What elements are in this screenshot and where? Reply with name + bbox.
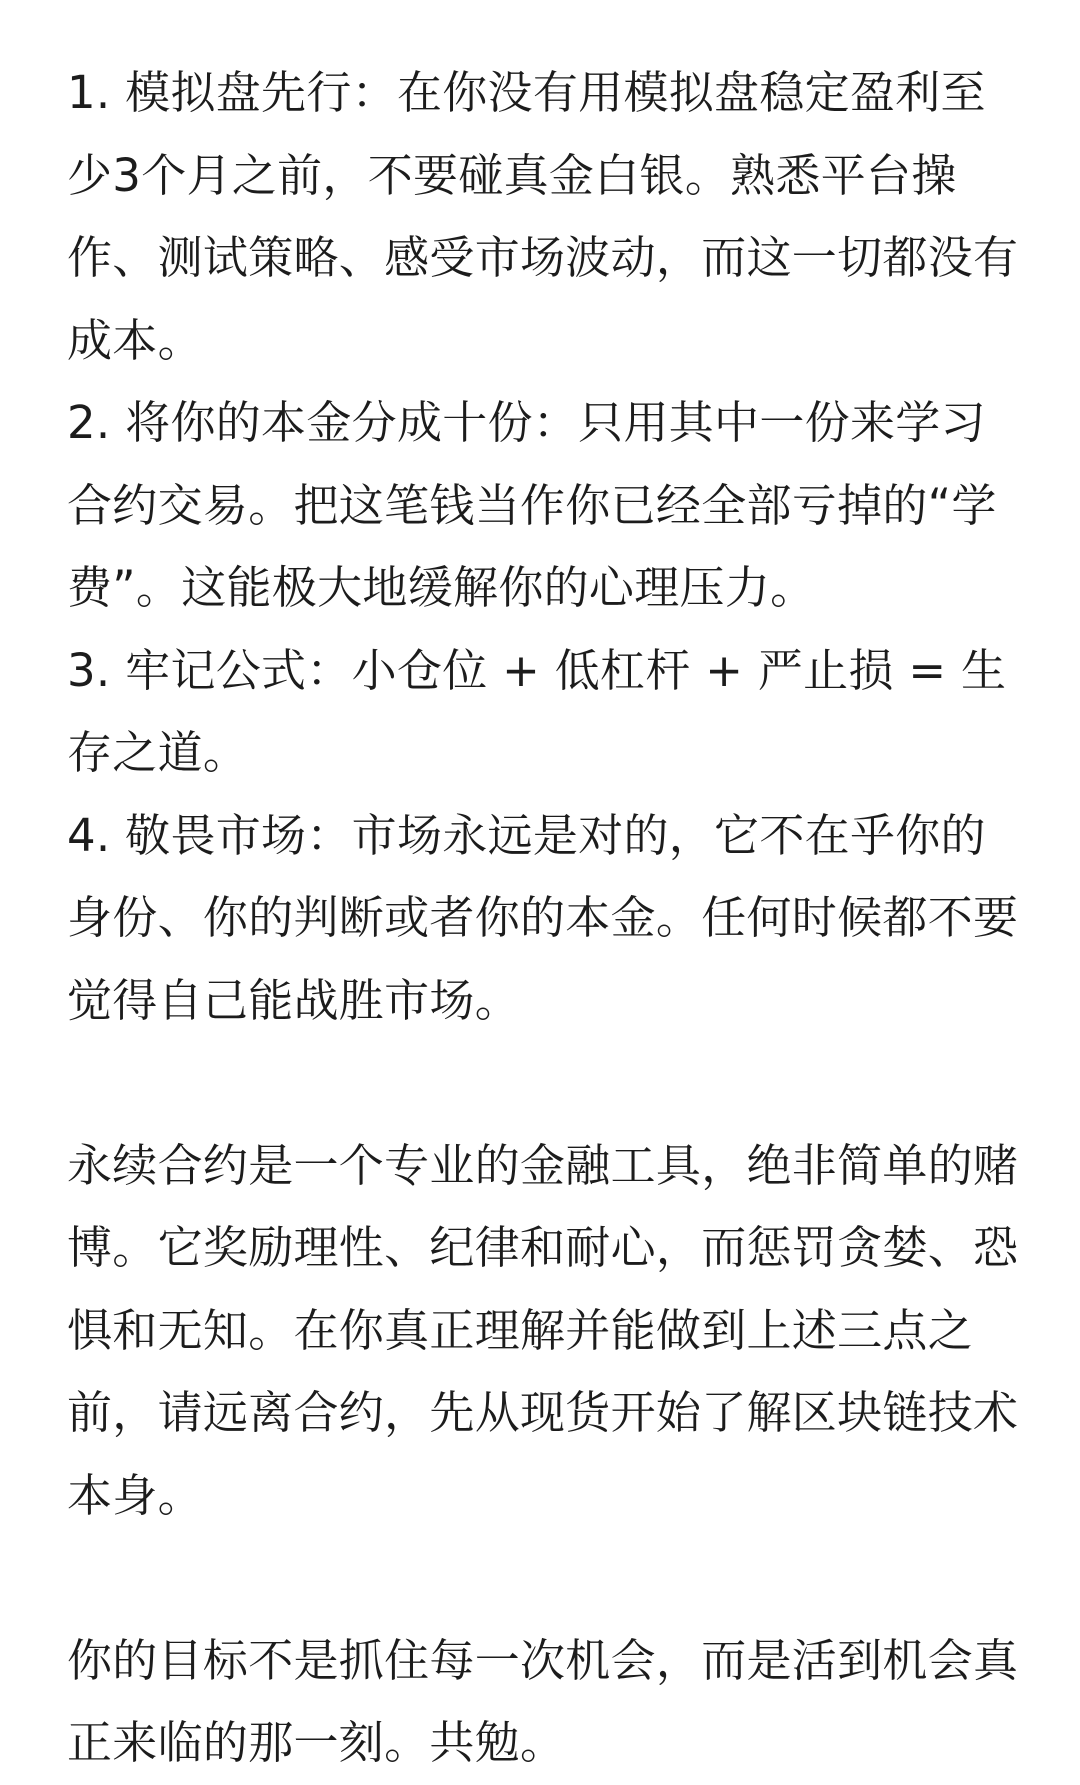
final-paragraph: 你的目标不是抓住每一次机会，而是活到机会真正来临的那一刻。共勉。 (67, 1633, 1019, 1769)
list-item-split-capital: 2. 将你的本金分成十份：只用其中一份来学习合约交易。把这笔钱当作你已经全部亏掉的“学费”。这能极大地缓解你的心理压力。 (67, 396, 997, 614)
closing-paragraph: 永续合约是一个专业的金融工具，绝非简单的赌博。它奖励理性、纪律和耐心，而惩罚贪婪、恐惧和无知。在你真正理解并能做到上述三点之前，请远离合约，先从现货开始了解区块链技术本身。 (67, 1138, 1019, 1522)
list-item-simulated-trading: 1. 模拟盘先行：在你没有用模拟盘稳定盈利至少3个月之前，不要碰真金白银。熟悉平台操作、测试策略、感受市场波动，而这一切都没有成本。 (67, 66, 1019, 367)
paragraph-spacer (67, 1042, 1028, 1125)
paragraph-spacer (67, 1537, 1028, 1620)
list-item-formula: 3. 牢记公式：小仓位 + 低杠杆 + 严止损 = 生存之道。 (67, 643, 1007, 779)
list-item-respect-market: 4. 敬畏市场：市场永远是对的，它不在乎你的身份、你的判断或者你的本金。任何时候都不要觉得自己能战胜市场。 (67, 808, 1019, 1027)
article-body (0, 52, 1080, 1785)
